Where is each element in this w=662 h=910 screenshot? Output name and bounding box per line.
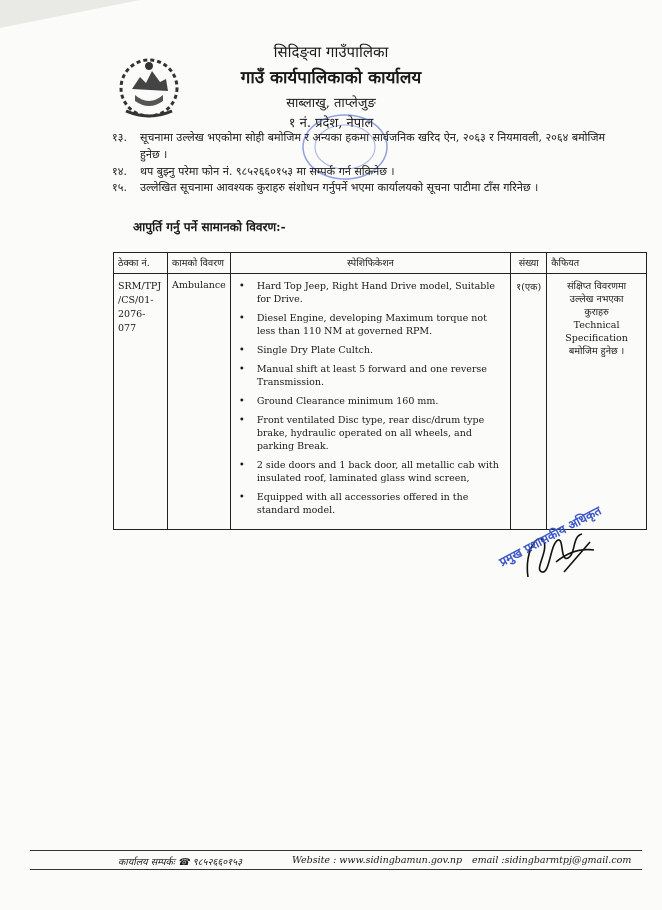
spec-item: • Ground Clearance minimum 160 mm. (257, 395, 506, 408)
office-province: १ नं. प्रदेश, नेपाल (288, 116, 374, 131)
remarks-line: संक्षिप्त विवरणमा (567, 281, 627, 292)
notice-number: १५. (112, 181, 127, 194)
remarks-line: कुराहरु (584, 307, 609, 318)
header-quantity: संख्या (511, 253, 547, 274)
office-address: साब्लाखु, ताप्लेजुङ (286, 96, 376, 111)
officer-seal: प्रमुख प्रशासकीय अधिकृत (496, 503, 604, 570)
footer-contact: कार्यालय सम्पर्कः ☎ ९८५२६६०१५३ (118, 857, 243, 868)
spec-item: • Manual shift at least 5 forward and one reverse Transmission. (257, 363, 506, 389)
spec-item: • Front ventilated Disc type, rear disc/drum type brake, hydraulic operated on all wheels, and parking Break. (257, 414, 506, 453)
spec-item: • Diesel Engine, developing Maximum torque not less than 110 NM at governed RPM. (257, 312, 506, 338)
notice-text: उल्लेखित सूचनामा आवश्यक कुराहरु संशोधन गर्नुपर्ने भएमा कार्यालयको सूचना पाटीमा टाँस गरिनेछ । (140, 181, 539, 194)
spec-list (235, 280, 506, 517)
notice-13 (112, 130, 642, 146)
cell-remarks (547, 274, 647, 530)
footer-rule-bottom (30, 869, 642, 870)
notice-text: थप बुझ्नु परेमा फोन नं. ९८५२६६०१५३ मा सम्पर्क गर्न सकिनेछ । (140, 165, 395, 178)
contract-line: /CS/01- (118, 295, 154, 306)
contract-line: 2076-077 (118, 309, 146, 334)
table-row (114, 274, 647, 530)
remarks-line: उल्लेख नभएका (569, 294, 624, 305)
contract-line: SRM/TPJ (118, 281, 162, 292)
header-remarks: कैफियत (547, 253, 647, 274)
footer-website: Website : www.sidingbamun.gov.np (292, 855, 463, 866)
header-specification: स्पेशिफिकेशन (230, 253, 510, 274)
notice-13-continued: हुनेछ । (140, 148, 168, 161)
spec-item: • Hard Top Jeep, Right Hand Drive model, Suitable for Drive. (257, 280, 506, 306)
header-contract-no: ठेक्का नं. (114, 253, 168, 274)
footer-rule-top (30, 850, 642, 851)
notice-number: १३. (112, 131, 127, 144)
municipality-name: सिदिङ्वा गाउँपालिका (273, 43, 389, 61)
spec-item: • Equipped with all accessories offered in the standard model. (257, 491, 506, 517)
notice-text: सूचनामा उल्लेख भएकोमा सोही बमोजिम र अन्यका हकमा सार्वजनिक खरिद ऐन, २०६३ र नियमावली, २०६४ बमोजिम (140, 131, 606, 144)
remarks-line: बमोजिम हुनेछ । (568, 346, 625, 357)
spec-item: • 2 side doors and 1 back door, all metallic cab with insulated roof, laminated glass wind screen, (257, 459, 506, 485)
supply-details-heading: आपुर्ति गर्नु पर्ने सामानको विवरण:- (133, 220, 286, 234)
notice-14 (112, 164, 395, 180)
header-work-description: कामको विवरण (167, 253, 230, 274)
page-fold-shadow (0, 0, 140, 30)
table-header-row (114, 253, 647, 274)
supply-table (113, 252, 647, 530)
notice-number: १४. (112, 165, 127, 178)
cell-quantity: १(एक) (511, 274, 547, 530)
remarks-line: Specification (565, 333, 628, 344)
cell-specification (230, 274, 510, 530)
footer-email: email :sidingbarmtpj@gmail.com (472, 855, 632, 866)
cell-contract-no (114, 274, 168, 530)
spec-item: • Single Dry Plate Cultch. (257, 344, 506, 357)
notice-15 (112, 180, 538, 196)
office-name: गाउँ कार्यपालिकाको कार्यालय (240, 68, 422, 88)
remarks-line: Technical (573, 320, 620, 331)
cell-work: Ambulance (167, 274, 230, 530)
